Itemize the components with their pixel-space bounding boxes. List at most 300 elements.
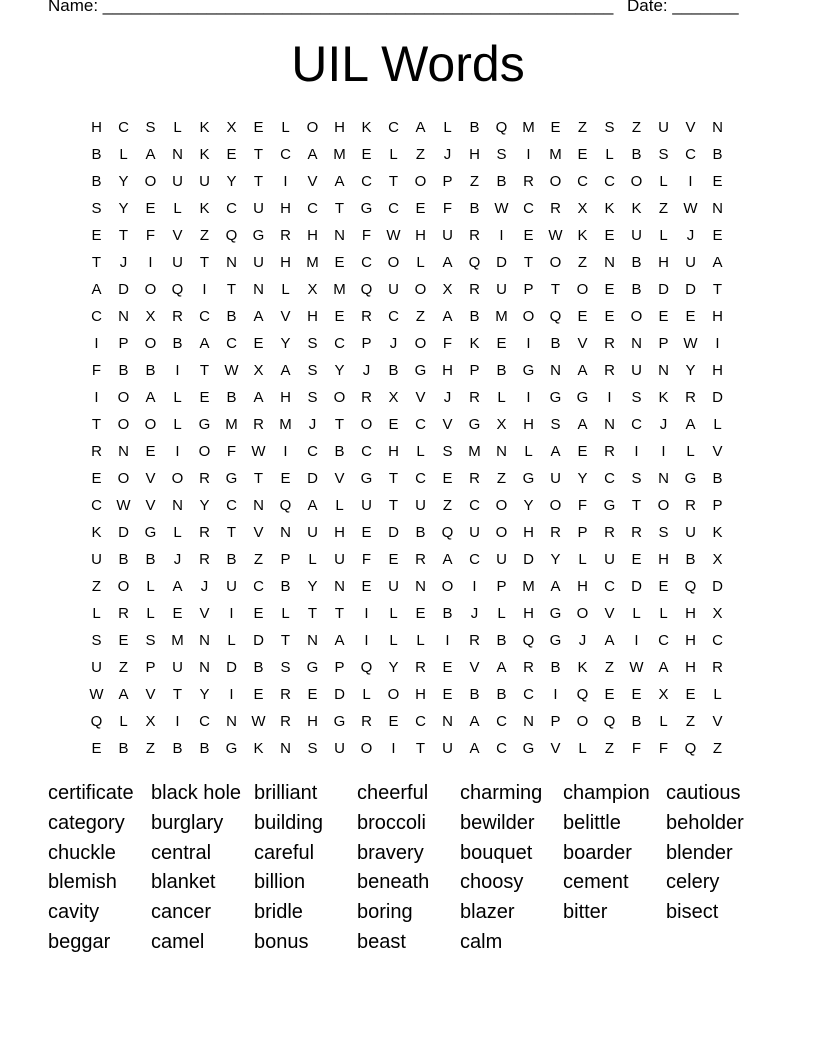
word-list-item: bravery bbox=[357, 841, 424, 864]
grid-letter: K bbox=[469, 335, 480, 352]
grid-letter: T bbox=[550, 281, 561, 298]
grid-letter: T bbox=[388, 470, 399, 487]
grid-letter: I bbox=[715, 335, 720, 352]
grid-letter: C bbox=[577, 173, 588, 190]
word-list bbox=[48, 780, 769, 959]
grid-letter: N bbox=[631, 335, 642, 352]
grid-letter: U bbox=[199, 173, 210, 190]
grid-letter: Y bbox=[118, 173, 129, 190]
grid-letter: Y bbox=[685, 362, 696, 379]
grid-letter: R bbox=[199, 470, 210, 487]
grid-letter: E bbox=[361, 524, 372, 541]
grid-letter: X bbox=[145, 713, 156, 730]
grid-letter: L bbox=[92, 605, 101, 622]
grid-letter: B bbox=[631, 254, 642, 271]
grid-letter: D bbox=[685, 281, 696, 298]
grid-letter: R bbox=[469, 227, 480, 244]
grid-letter: Z bbox=[631, 119, 642, 136]
grid-letter: L bbox=[335, 497, 344, 514]
grid-letter: A bbox=[199, 335, 210, 352]
grid-letter: B bbox=[172, 740, 183, 757]
grid-letter: B bbox=[415, 524, 426, 541]
grid-letter: B bbox=[118, 551, 129, 568]
grid-letter: G bbox=[468, 416, 481, 433]
word-list-item: choosy bbox=[460, 871, 524, 894]
grid-letter: I bbox=[526, 146, 531, 163]
grid-row bbox=[83, 222, 733, 249]
grid-letter: O bbox=[576, 281, 589, 298]
grid-letter: R bbox=[199, 551, 210, 568]
grid-letter: O bbox=[144, 335, 157, 352]
grid-letter: E bbox=[685, 686, 696, 703]
grid-letter: J bbox=[389, 335, 398, 352]
grid-letter: A bbox=[253, 389, 264, 406]
grid-letter: S bbox=[307, 740, 318, 757]
grid-letter: C bbox=[199, 308, 210, 325]
grid-letter: Y bbox=[280, 335, 291, 352]
grid-letter: U bbox=[496, 281, 507, 298]
grid-letter: C bbox=[604, 470, 615, 487]
grid-letter: O bbox=[549, 173, 562, 190]
grid-letter: A bbox=[469, 740, 480, 757]
grid-letter: D bbox=[631, 578, 642, 595]
grid-letter: N bbox=[334, 578, 345, 595]
grid-letter: R bbox=[280, 713, 291, 730]
grid-letter: H bbox=[280, 254, 291, 271]
grid-letter: L bbox=[173, 389, 182, 406]
word-list-item: central bbox=[151, 841, 212, 864]
grid-letter: O bbox=[630, 308, 643, 325]
grid-letter: R bbox=[550, 524, 561, 541]
grid-letter: D bbox=[712, 389, 723, 406]
word-list-item: certificate bbox=[48, 782, 134, 804]
word-list-item: charming bbox=[460, 782, 543, 804]
grid-letter: I bbox=[283, 173, 288, 190]
word-list-item: bisect bbox=[666, 901, 719, 924]
grid-letter: O bbox=[414, 173, 427, 190]
grid-letter: C bbox=[388, 200, 399, 217]
grid-letter: V bbox=[712, 713, 723, 730]
grid-letter: O bbox=[576, 605, 589, 622]
grid-letter: Z bbox=[496, 470, 507, 487]
grid-letter: Z bbox=[415, 308, 426, 325]
grid-letter: Y bbox=[226, 173, 237, 190]
word-list-item: broccoli bbox=[357, 811, 426, 834]
word-list-item: belittle bbox=[563, 811, 621, 834]
grid-letter: C bbox=[604, 173, 615, 190]
grid-letter: F bbox=[658, 740, 669, 757]
grid-letter: X bbox=[712, 551, 723, 568]
grid-letter: F bbox=[145, 227, 156, 244]
grid-letter: E bbox=[91, 470, 102, 487]
grid-letter: G bbox=[522, 740, 535, 757]
grid-letter: A bbox=[577, 416, 588, 433]
grid-letter: C bbox=[199, 713, 210, 730]
grid-letter: Q bbox=[360, 659, 373, 676]
grid-letter: Z bbox=[415, 146, 426, 163]
grid-letter: U bbox=[388, 281, 399, 298]
grid-letter: C bbox=[685, 146, 696, 163]
word-list-item: brilliant bbox=[254, 782, 318, 804]
word-list-item: blemish bbox=[48, 871, 117, 894]
grid-letter: Z bbox=[604, 740, 615, 757]
grid-letter: Z bbox=[91, 578, 102, 595]
grid-letter: X bbox=[145, 308, 156, 325]
word-list-item: boarder bbox=[563, 841, 632, 864]
grid-letter: V bbox=[145, 686, 156, 703]
grid-letter: B bbox=[712, 146, 723, 163]
grid-letter: L bbox=[389, 605, 398, 622]
grid-letter: N bbox=[172, 146, 183, 163]
grid-letter: M bbox=[306, 254, 319, 271]
grid-letter: L bbox=[362, 686, 371, 703]
grid-row bbox=[83, 384, 733, 411]
grid-letter: T bbox=[226, 524, 237, 541]
grid-letter: A bbox=[253, 308, 264, 325]
grid-letter: R bbox=[469, 389, 480, 406]
grid-letter: U bbox=[388, 578, 399, 595]
grid-letter: I bbox=[148, 254, 153, 271]
grid-letter: D bbox=[118, 281, 129, 298]
grid-letter: T bbox=[226, 281, 237, 298]
grid-letter: E bbox=[145, 200, 156, 217]
grid-letter: U bbox=[631, 362, 642, 379]
grid-letter: K bbox=[604, 200, 615, 217]
word-list-item: blazer bbox=[460, 901, 515, 924]
grid-letter: J bbox=[659, 416, 668, 433]
grid-letter: E bbox=[253, 119, 264, 136]
grid-letter: U bbox=[91, 551, 102, 568]
grid-letter: Z bbox=[253, 551, 264, 568]
grid-letter: N bbox=[199, 632, 210, 649]
grid-letter: A bbox=[307, 146, 318, 163]
grid-letter: Z bbox=[199, 227, 210, 244]
grid-letter: R bbox=[415, 551, 426, 568]
grid-letter: B bbox=[145, 362, 156, 379]
grid-letter: R bbox=[685, 389, 696, 406]
grid-letter: F bbox=[631, 740, 642, 757]
grid-letter: L bbox=[173, 200, 182, 217]
grid-letter: B bbox=[496, 686, 507, 703]
grid-letter: Q bbox=[549, 308, 562, 325]
grid-letter: N bbox=[658, 362, 669, 379]
word-list-item: cautious bbox=[666, 782, 741, 804]
grid-letter: H bbox=[685, 632, 696, 649]
grid-letter: D bbox=[523, 551, 534, 568]
grid-letter: F bbox=[442, 335, 453, 352]
grid-letter: B bbox=[145, 551, 156, 568]
word-list-item: billion bbox=[254, 871, 306, 894]
grid-row bbox=[83, 465, 733, 492]
grid-letter: E bbox=[631, 551, 642, 568]
grid-letter: I bbox=[175, 443, 180, 460]
grid-letter: C bbox=[361, 443, 372, 460]
grid-letter: C bbox=[631, 416, 642, 433]
grid-letter: U bbox=[442, 740, 453, 757]
grid-letter: E bbox=[334, 254, 345, 271]
grid-row bbox=[83, 141, 733, 168]
grid-letter: R bbox=[523, 659, 534, 676]
grid-letter: L bbox=[686, 443, 695, 460]
grid-letter: E bbox=[550, 119, 561, 136]
grid-letter: L bbox=[578, 740, 587, 757]
grid-letter: R bbox=[469, 470, 480, 487]
grid-letter: R bbox=[523, 173, 534, 190]
grid-letter: B bbox=[631, 146, 642, 163]
word-search-grid bbox=[83, 114, 733, 762]
grid-letter: S bbox=[91, 200, 102, 217]
grid-letter: V bbox=[199, 605, 210, 622]
grid-row bbox=[83, 114, 733, 141]
grid-letter: Q bbox=[522, 632, 535, 649]
grid-letter: A bbox=[280, 362, 291, 379]
grid-letter: I bbox=[229, 686, 234, 703]
grid-letter: Y bbox=[577, 470, 588, 487]
grid-letter: R bbox=[118, 605, 129, 622]
grid-letter: J bbox=[443, 389, 452, 406]
grid-letter: W bbox=[386, 227, 401, 244]
grid-letter: E bbox=[658, 308, 669, 325]
grid-letter: E bbox=[442, 659, 453, 676]
grid-letter: B bbox=[469, 308, 480, 325]
grid-letter: C bbox=[388, 119, 399, 136]
grid-letter: N bbox=[604, 416, 615, 433]
grid-row bbox=[83, 438, 733, 465]
grid-letter: E bbox=[523, 227, 534, 244]
grid-letter: W bbox=[89, 686, 104, 703]
grid-letter: G bbox=[225, 470, 238, 487]
grid-letter: I bbox=[688, 173, 693, 190]
grid-letter: R bbox=[631, 524, 642, 541]
grid-letter: C bbox=[469, 551, 480, 568]
grid-letter: O bbox=[414, 335, 427, 352]
grid-letter: B bbox=[712, 470, 723, 487]
grid-letter: L bbox=[659, 173, 668, 190]
grid-letter: A bbox=[604, 632, 615, 649]
grid-letter: K bbox=[91, 524, 102, 541]
grid-letter: J bbox=[173, 551, 182, 568]
grid-letter: M bbox=[468, 443, 481, 460]
grid-letter: E bbox=[118, 632, 129, 649]
grid-letter: F bbox=[577, 497, 588, 514]
grid-letter: A bbox=[577, 362, 588, 379]
grid-letter: C bbox=[226, 497, 237, 514]
grid-letter: B bbox=[469, 119, 480, 136]
word-list-item: cavity bbox=[48, 901, 100, 924]
grid-letter: R bbox=[361, 389, 372, 406]
grid-letter: C bbox=[334, 335, 345, 352]
grid-letter: O bbox=[144, 416, 157, 433]
grid-letter: Z bbox=[118, 659, 129, 676]
grid-letter: T bbox=[91, 254, 102, 271]
name-field-label: Name: ______________________________________________________ bbox=[48, 0, 614, 15]
grid-letter: O bbox=[117, 389, 130, 406]
grid-letter: L bbox=[416, 632, 425, 649]
grid-letter: I bbox=[364, 605, 369, 622]
grid-letter: Q bbox=[441, 524, 454, 541]
word-list-item: blanket bbox=[151, 871, 216, 894]
grid-letter: L bbox=[146, 578, 155, 595]
grid-letter: C bbox=[415, 713, 426, 730]
grid-letter: P bbox=[712, 497, 723, 514]
grid-letter: S bbox=[658, 146, 669, 163]
grid-letter: L bbox=[416, 254, 425, 271]
grid-letter: Q bbox=[90, 713, 103, 730]
word-list-item: bouquet bbox=[460, 841, 533, 864]
grid-letter: Y bbox=[523, 497, 534, 514]
grid-letter: E bbox=[604, 686, 615, 703]
grid-letter: U bbox=[361, 497, 372, 514]
grid-letter: I bbox=[391, 740, 396, 757]
grid-letter: U bbox=[226, 578, 237, 595]
grid-row bbox=[83, 546, 733, 573]
grid-letter: U bbox=[685, 254, 696, 271]
grid-letter: S bbox=[442, 443, 453, 460]
grid-letter: Z bbox=[577, 254, 588, 271]
grid-letter: O bbox=[117, 416, 130, 433]
grid-letter: R bbox=[469, 632, 480, 649]
grid-letter: N bbox=[442, 713, 453, 730]
grid-letter: O bbox=[576, 713, 589, 730]
grid-letter: A bbox=[469, 713, 480, 730]
grid-letter: L bbox=[659, 605, 668, 622]
grid-letter: R bbox=[685, 497, 696, 514]
grid-letter: C bbox=[361, 254, 372, 271]
grid-letter: G bbox=[549, 632, 562, 649]
grid-letter: H bbox=[685, 659, 696, 676]
grid-row bbox=[83, 519, 733, 546]
grid-letter: D bbox=[712, 578, 723, 595]
grid-letter: T bbox=[334, 605, 345, 622]
grid-letter: E bbox=[577, 443, 588, 460]
grid-letter: H bbox=[658, 551, 669, 568]
grid-letter: E bbox=[604, 281, 615, 298]
grid-letter: R bbox=[172, 308, 183, 325]
grid-letter: O bbox=[387, 686, 400, 703]
grid-letter: Z bbox=[712, 740, 723, 757]
grid-letter: B bbox=[550, 659, 561, 676]
grid-letter: X bbox=[226, 119, 237, 136]
grid-letter: E bbox=[577, 146, 588, 163]
grid-letter: H bbox=[415, 686, 426, 703]
grid-letter: B bbox=[550, 335, 561, 352]
grid-letter: Y bbox=[199, 497, 210, 514]
grid-letter: T bbox=[388, 173, 399, 190]
grid-letter: N bbox=[550, 362, 561, 379]
grid-row bbox=[83, 330, 733, 357]
grid-row bbox=[83, 249, 733, 276]
grid-letter: D bbox=[253, 632, 264, 649]
grid-letter: E bbox=[199, 389, 210, 406]
grid-letter: C bbox=[118, 119, 129, 136]
grid-letter: V bbox=[442, 416, 453, 433]
word-list-item: burglary bbox=[151, 811, 224, 834]
grid-letter: P bbox=[523, 281, 534, 298]
grid-letter: E bbox=[145, 443, 156, 460]
grid-letter: B bbox=[469, 200, 480, 217]
grid-letter: T bbox=[334, 200, 345, 217]
grid-letter: J bbox=[470, 605, 479, 622]
grid-letter: C bbox=[658, 632, 669, 649]
grid-letter: Y bbox=[388, 659, 399, 676]
word-list-item: beholder bbox=[666, 811, 744, 834]
grid-letter: O bbox=[171, 470, 184, 487]
grid-letter: V bbox=[280, 308, 291, 325]
grid-letter: U bbox=[91, 659, 102, 676]
grid-letter: K bbox=[712, 524, 723, 541]
grid-letter: W bbox=[224, 362, 239, 379]
grid-letter: A bbox=[658, 659, 669, 676]
grid-letter: L bbox=[173, 524, 182, 541]
word-list-item: beneath bbox=[357, 871, 430, 894]
grid-letter: G bbox=[225, 740, 238, 757]
grid-row bbox=[83, 357, 733, 384]
grid-letter: O bbox=[144, 281, 157, 298]
grid-letter: T bbox=[523, 254, 534, 271]
grid-letter: B bbox=[334, 443, 345, 460]
grid-letter: V bbox=[334, 470, 345, 487]
grid-letter: Q bbox=[225, 227, 238, 244]
grid-letter: A bbox=[442, 551, 453, 568]
grid-letter: K bbox=[631, 200, 642, 217]
grid-letter: U bbox=[496, 551, 507, 568]
grid-letter: S bbox=[631, 389, 642, 406]
grid-letter: B bbox=[253, 659, 264, 676]
grid-letter: E bbox=[604, 308, 615, 325]
grid-letter: I bbox=[229, 605, 234, 622]
grid-letter: F bbox=[361, 551, 372, 568]
grid-letter: B bbox=[226, 551, 237, 568]
grid-letter: S bbox=[280, 659, 291, 676]
grid-row bbox=[83, 168, 733, 195]
grid-letter: X bbox=[712, 605, 723, 622]
grid-letter: G bbox=[549, 605, 562, 622]
grid-letter: L bbox=[173, 119, 182, 136]
grid-letter: T bbox=[307, 605, 318, 622]
grid-letter: Q bbox=[684, 740, 697, 757]
grid-letter: K bbox=[361, 119, 372, 136]
grid-letter: G bbox=[603, 497, 616, 514]
grid-letter: E bbox=[172, 605, 183, 622]
grid-letter: Y bbox=[199, 686, 210, 703]
grid-letter: D bbox=[307, 470, 318, 487]
grid-letter: I bbox=[499, 227, 504, 244]
page-title: UIL Words bbox=[291, 36, 525, 92]
grid-letter: Z bbox=[442, 497, 453, 514]
word-list-item: building bbox=[254, 811, 323, 834]
grid-letter: E bbox=[496, 335, 507, 352]
grid-letter: U bbox=[172, 173, 183, 190]
grid-letter: P bbox=[577, 524, 588, 541]
word-list-item: bewilder bbox=[460, 811, 535, 834]
grid-letter: C bbox=[496, 740, 507, 757]
grid-letter: T bbox=[253, 173, 264, 190]
grid-letter: T bbox=[631, 497, 642, 514]
grid-letter: U bbox=[631, 227, 642, 244]
grid-letter: P bbox=[361, 335, 372, 352]
grid-letter: N bbox=[496, 443, 507, 460]
grid-letter: N bbox=[253, 281, 264, 298]
grid-letter: X bbox=[577, 200, 588, 217]
grid-letter: X bbox=[658, 686, 669, 703]
grid-letter: L bbox=[119, 146, 128, 163]
grid-letter: H bbox=[388, 443, 399, 460]
grid-letter: I bbox=[634, 443, 639, 460]
grid-letter: B bbox=[496, 173, 507, 190]
grid-letter: Y bbox=[334, 362, 345, 379]
grid-letter: T bbox=[712, 281, 723, 298]
grid-letter: N bbox=[226, 713, 237, 730]
